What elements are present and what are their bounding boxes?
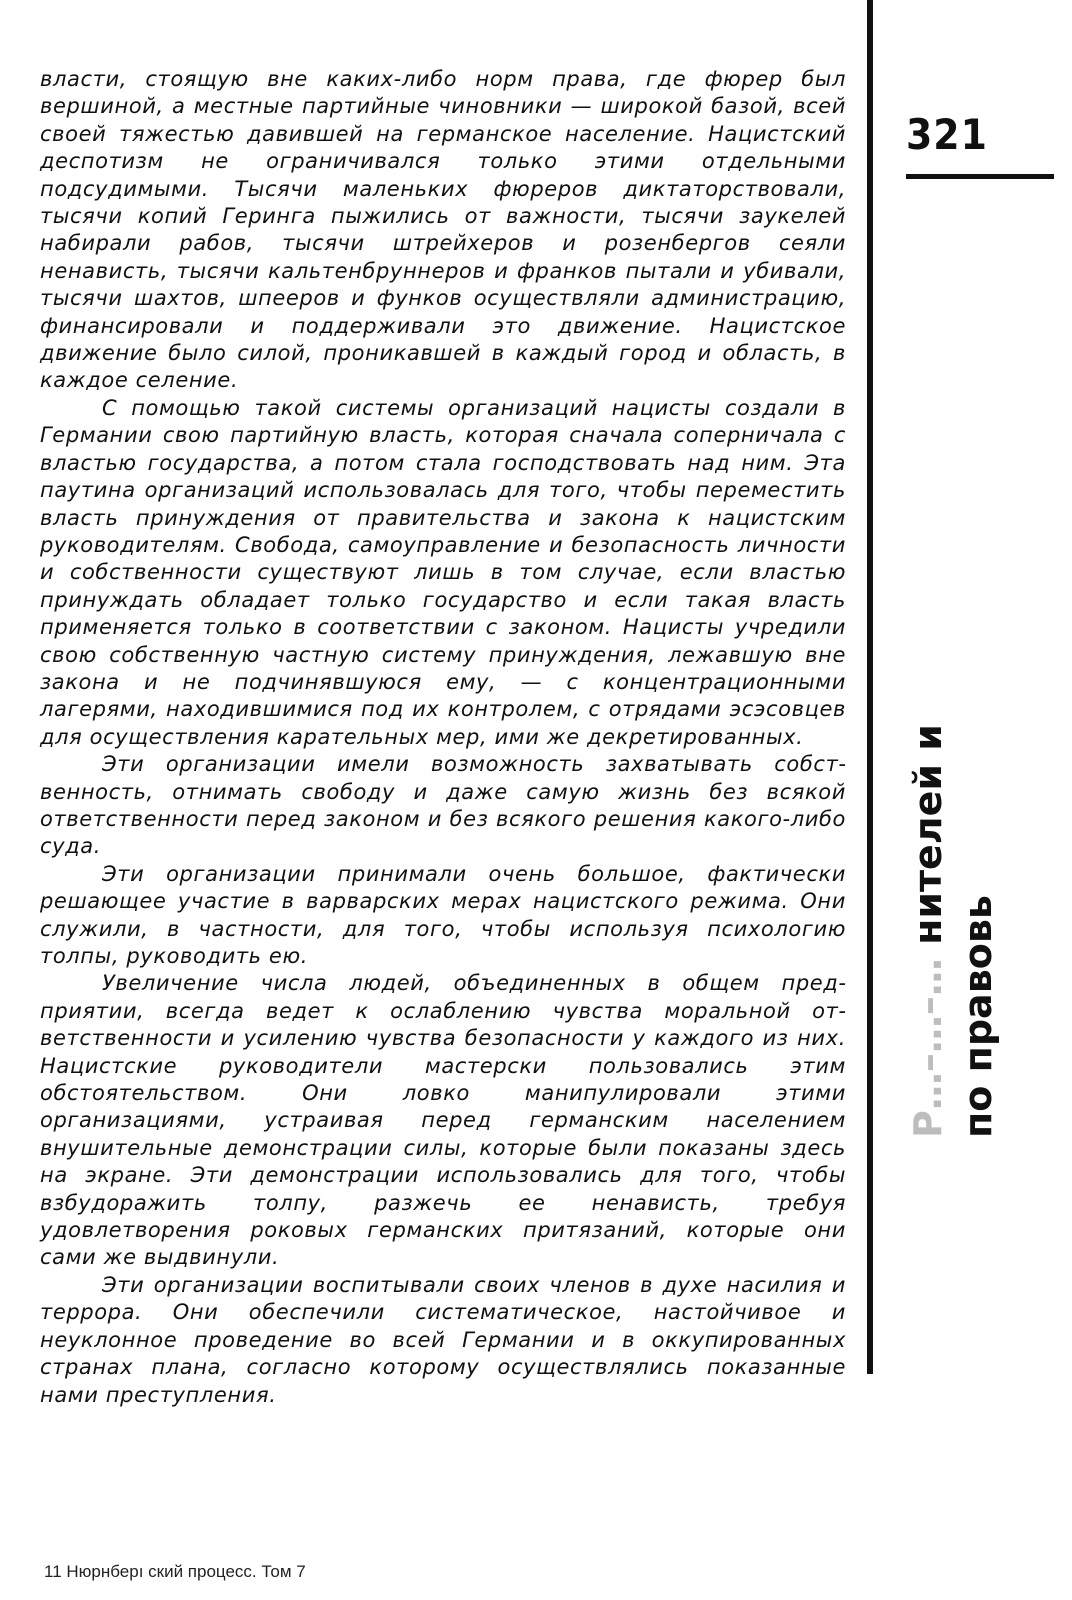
running-head-faded-part: Р…–…–… — [906, 958, 950, 1138]
main-text-column — [40, 66, 846, 1409]
paragraph-4: Эти организации принимали очень большое, фактически решающее участие в варварских мерах нацистского режима. Они служили, в частности, для того, чтобы используя психологию толпы, руководить ею. — [40, 861, 846, 968]
paragraph-2: С помощью такой системы организаций нацисты создали в Германии свою партийную власть, которая сначала соперничала с властью государства, а потом стала господствовать над ним. Эта паутина организаций использовалась для того, чтобы переместить власть принуждения от правительства и закона к нацистским руководителям. Свобода, самоуправление и безопасность личности и собственности существуют лишь в том случае, если властью принуждать обладает только государство и если такая власть применяется только в соответствии с законом. Нацисты учредили свою собственную частную систему принуждения, лежавшую вне закона и не подчинявшуюся ему, — с концентрационными лагерями, находившимися под их контролем, с отрядами эсэсовцев для осуществления карательных мер, ими же декретированных. — [40, 395, 846, 749]
running-head-vertical — [903, 308, 1003, 1138]
paragraph-1: власти, стоящую вне каких-либо норм права, где фюрер был вершиной, а местные партийные чиновники — широкой базой, всей своей тяжестью давившей на германское население. Нацистский деспотизм не ограничивался только этими отдельными подсудимыми. Тысячи маленьких фюреров диктаторствовали, тысячи копий Геринга пыжились от важности, тысячи заукелей набирали рабов, тысячи штрейхеров и розенбергов сеяли ненависть, тысячи кальтенбруннеров и франков пытали и убивали, тысячи шахтов, шпееров и функов осуществляли администрацию, финансировали и поддерживали это движение. Нацистское движение было силой, проникавшей в каждый город и область, в каждое селение. — [40, 67, 846, 393]
page-number: 321 — [906, 110, 988, 159]
footer-signature: 11 Нюрнберı ский процесс. Том 7 — [44, 1562, 306, 1581]
paragraph-3: Эти организации имели возможность захватывать собственность, отнимать свободу и даже самую жизнь без всякой ответственности перед законом и без всякого решения какого-либо суда. — [40, 752, 846, 859]
running-head-line-2: по правовь — [956, 895, 1000, 1138]
paragraph-6: Эти организации воспитывали своих членов в духе насилия и террора. Они обеспечили систематическое, настойчивое и неуклонное проведение во всей Германии и в оккупированных странах плана, согласно которому осуществлялись показанные нами преступления. — [40, 1272, 846, 1407]
running-head-line-1 — [903, 308, 953, 1138]
running-head-line-1-text: нителей и — [906, 724, 950, 945]
paragraph-5: Увеличение числа людей, объединенных в общем предприятии, всегда ведет к ослаблению чувства моральной ответственности и усилению чувства безопасности у каждого из них. Нацистские руководители мастерски пользовались этим обстоятельством. Они ловко манипулировали этими организациями, устраивая перед германским населением внушительные демонстрации силы, которые были показаны здесь на экране. Эти демонстрации использовались для того, чтобы взбудоражить толпу, разжечь ее ненависть, требуя удовлетворения роковых германских притязаний, которые они сами же выдвинули. — [40, 971, 846, 1270]
sidebar-vertical-rule — [867, 0, 873, 1374]
page-number-underline — [906, 174, 1054, 179]
